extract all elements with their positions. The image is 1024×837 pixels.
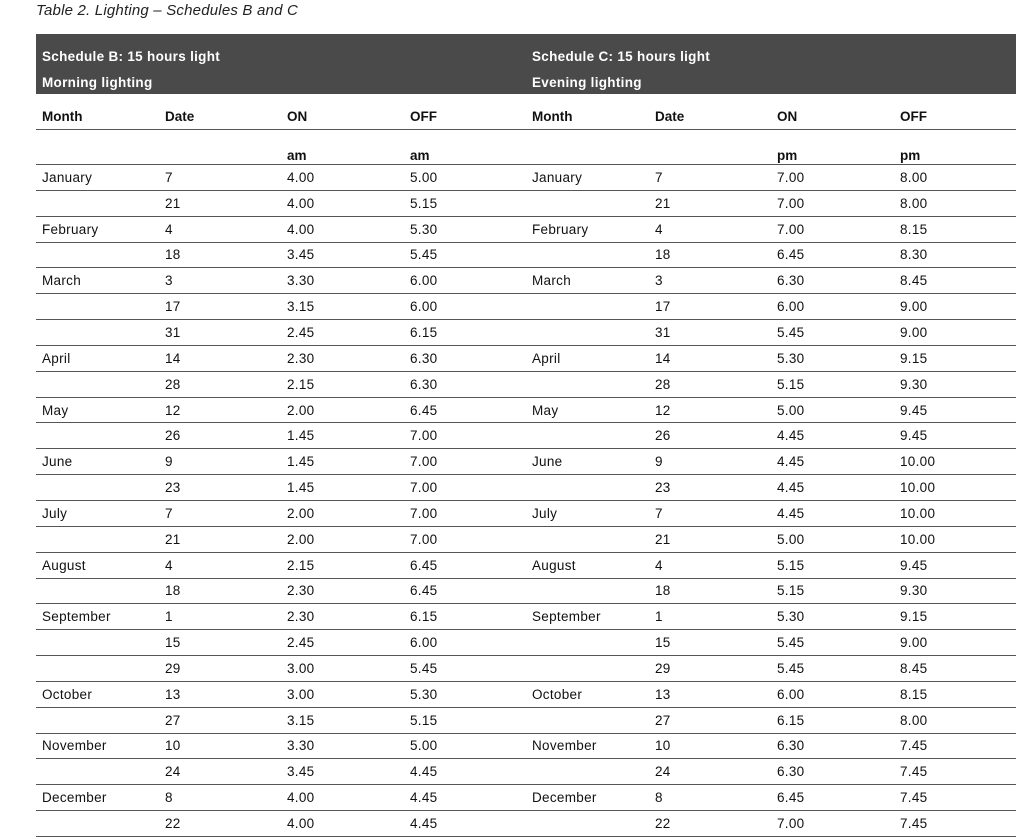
- cell-c-off: 9.45: [894, 423, 1016, 449]
- lighting-schedule-table: [36, 104, 1016, 837]
- schedule-c-subtitle: Evening lighting: [532, 75, 642, 90]
- cell-c-date: 18: [649, 578, 771, 604]
- cell-b-month: [36, 320, 159, 346]
- cell-c-off: 7.45: [894, 759, 1016, 785]
- cell-b-on: 3.15: [281, 707, 404, 733]
- cell-c-on: 6.30: [771, 268, 894, 294]
- unit-b-date: [159, 130, 281, 165]
- cell-c-month: June: [526, 449, 649, 475]
- cell-c-off: 9.15: [894, 345, 1016, 371]
- cell-b-date: 21: [159, 526, 281, 552]
- cell-c-off: 10.00: [894, 449, 1016, 475]
- table-row: [36, 578, 1016, 604]
- table-row: [36, 500, 1016, 526]
- unit-b-month: [36, 130, 159, 165]
- cell-c-on: 5.45: [771, 630, 894, 656]
- cell-c-on: 5.45: [771, 320, 894, 346]
- cell-c-off: 9.15: [894, 604, 1016, 630]
- cell-c-on: 5.45: [771, 656, 894, 682]
- unit-b-on: am: [281, 130, 404, 165]
- cell-b-off: 5.15: [404, 707, 526, 733]
- cell-b-off: 6.45: [404, 397, 526, 423]
- cell-c-month: November: [526, 733, 649, 759]
- cell-c-month: [526, 475, 649, 501]
- cell-b-off: 6.30: [404, 371, 526, 397]
- cell-b-month: [36, 190, 159, 216]
- units-row: [36, 130, 1016, 165]
- cell-c-on: 4.45: [771, 449, 894, 475]
- cell-b-month: [36, 811, 159, 837]
- table-row: [36, 242, 1016, 268]
- cell-b-date: 7: [159, 165, 281, 191]
- cell-c-month: [526, 759, 649, 785]
- column-header-b-month: Month: [36, 104, 159, 130]
- cell-b-date: 22: [159, 811, 281, 837]
- cell-c-month: [526, 371, 649, 397]
- cell-b-off: 4.45: [404, 811, 526, 837]
- cell-c-month: [526, 656, 649, 682]
- cell-c-date: 3: [649, 268, 771, 294]
- cell-c-date: 28: [649, 371, 771, 397]
- cell-c-month: May: [526, 397, 649, 423]
- cell-b-on: 4.00: [281, 165, 404, 191]
- cell-c-off: 7.45: [894, 733, 1016, 759]
- cell-b-on: 3.30: [281, 733, 404, 759]
- cell-b-off: 6.15: [404, 320, 526, 346]
- cell-b-on: 4.00: [281, 216, 404, 242]
- cell-c-on: 6.30: [771, 759, 894, 785]
- cell-c-on: 5.30: [771, 345, 894, 371]
- cell-c-on: 6.00: [771, 294, 894, 320]
- cell-c-date: 23: [649, 475, 771, 501]
- cell-b-on: 2.45: [281, 630, 404, 656]
- cell-c-month: [526, 707, 649, 733]
- cell-c-on: 6.00: [771, 681, 894, 707]
- cell-b-off: 6.45: [404, 552, 526, 578]
- table-row: [36, 681, 1016, 707]
- cell-c-month: March: [526, 268, 649, 294]
- cell-c-date: 1: [649, 604, 771, 630]
- cell-b-date: 17: [159, 294, 281, 320]
- column-header-row: [36, 104, 1016, 130]
- cell-c-month: August: [526, 552, 649, 578]
- cell-c-month: July: [526, 500, 649, 526]
- cell-c-on: 5.00: [771, 526, 894, 552]
- cell-c-on: 6.30: [771, 733, 894, 759]
- cell-c-on: 5.30: [771, 604, 894, 630]
- schedule-b-subtitle: Morning lighting: [42, 75, 153, 90]
- table-row: [36, 475, 1016, 501]
- cell-c-on: 5.15: [771, 552, 894, 578]
- cell-c-month: [526, 811, 649, 837]
- cell-c-on: 6.45: [771, 785, 894, 811]
- cell-c-on: 7.00: [771, 190, 894, 216]
- cell-b-date: 3: [159, 268, 281, 294]
- cell-c-off: 8.00: [894, 707, 1016, 733]
- table-row: [36, 811, 1016, 837]
- table-row: [36, 320, 1016, 346]
- cell-b-month: [36, 371, 159, 397]
- cell-c-off: 9.00: [894, 294, 1016, 320]
- cell-c-on: 5.15: [771, 371, 894, 397]
- table-row: [36, 733, 1016, 759]
- cell-c-off: 9.30: [894, 578, 1016, 604]
- cell-c-off: 10.00: [894, 475, 1016, 501]
- cell-c-off: 7.45: [894, 785, 1016, 811]
- cell-c-month: [526, 294, 649, 320]
- cell-b-on: 3.15: [281, 294, 404, 320]
- cell-b-date: 27: [159, 707, 281, 733]
- cell-b-month: [36, 578, 159, 604]
- cell-b-off: 4.45: [404, 785, 526, 811]
- table-row: [36, 449, 1016, 475]
- column-header-c-date: Date: [649, 104, 771, 130]
- table-row: [36, 759, 1016, 785]
- cell-c-date: 17: [649, 294, 771, 320]
- cell-c-on: 6.15: [771, 707, 894, 733]
- cell-b-off: 7.00: [404, 475, 526, 501]
- cell-c-date: 24: [649, 759, 771, 785]
- cell-c-date: 4: [649, 216, 771, 242]
- cell-b-on: 3.30: [281, 268, 404, 294]
- table-row: [36, 397, 1016, 423]
- unit-b-off: am: [404, 130, 526, 165]
- cell-b-month: February: [36, 216, 159, 242]
- cell-c-month: [526, 630, 649, 656]
- cell-b-off: 6.45: [404, 578, 526, 604]
- cell-c-on: 4.45: [771, 500, 894, 526]
- cell-b-date: 13: [159, 681, 281, 707]
- cell-c-month: [526, 526, 649, 552]
- cell-b-month: October: [36, 681, 159, 707]
- cell-b-off: 6.00: [404, 630, 526, 656]
- cell-b-date: 18: [159, 242, 281, 268]
- cell-b-month: [36, 242, 159, 268]
- cell-c-on: 7.00: [771, 216, 894, 242]
- cell-c-on: 5.15: [771, 578, 894, 604]
- cell-b-date: 14: [159, 345, 281, 371]
- cell-c-on: 6.45: [771, 242, 894, 268]
- schedule-b-title: Schedule B: 15 hours light: [42, 49, 221, 64]
- cell-b-date: 18: [159, 578, 281, 604]
- cell-c-month: December: [526, 785, 649, 811]
- cell-c-date: 15: [649, 630, 771, 656]
- unit-c-date: [649, 130, 771, 165]
- cell-b-month: [36, 423, 159, 449]
- cell-c-date: 9: [649, 449, 771, 475]
- cell-c-date: 21: [649, 526, 771, 552]
- cell-c-off: 9.45: [894, 397, 1016, 423]
- cell-b-date: 21: [159, 190, 281, 216]
- cell-c-month: October: [526, 681, 649, 707]
- cell-b-off: 5.45: [404, 656, 526, 682]
- cell-c-month: February: [526, 216, 649, 242]
- cell-b-off: 5.00: [404, 733, 526, 759]
- cell-b-on: 2.00: [281, 500, 404, 526]
- cell-b-off: 7.00: [404, 449, 526, 475]
- cell-b-off: 5.15: [404, 190, 526, 216]
- cell-c-on: 7.00: [771, 165, 894, 191]
- unit-c-off: pm: [894, 130, 1016, 165]
- cell-c-month: January: [526, 165, 649, 191]
- cell-c-date: 10: [649, 733, 771, 759]
- cell-b-off: 5.30: [404, 681, 526, 707]
- table-row: [36, 707, 1016, 733]
- cell-c-date: 7: [649, 500, 771, 526]
- cell-c-date: 21: [649, 190, 771, 216]
- table-row: [36, 552, 1016, 578]
- cell-b-date: 23: [159, 475, 281, 501]
- cell-b-month: January: [36, 165, 159, 191]
- cell-b-off: 6.00: [404, 294, 526, 320]
- cell-b-date: 29: [159, 656, 281, 682]
- schedule-c-title: Schedule C: 15 hours light: [532, 49, 711, 64]
- cell-b-date: 28: [159, 371, 281, 397]
- table-row: [36, 294, 1016, 320]
- table-row: [36, 371, 1016, 397]
- table-body: [36, 165, 1016, 837]
- column-header-c-on: ON: [771, 104, 894, 130]
- cell-b-month: May: [36, 397, 159, 423]
- cell-b-month: August: [36, 552, 159, 578]
- cell-c-date: 12: [649, 397, 771, 423]
- cell-b-month: September: [36, 604, 159, 630]
- cell-b-date: 15: [159, 630, 281, 656]
- table-row: [36, 604, 1016, 630]
- cell-b-date: 8: [159, 785, 281, 811]
- cell-b-date: 31: [159, 320, 281, 346]
- cell-c-off: 9.00: [894, 630, 1016, 656]
- cell-c-off: 10.00: [894, 500, 1016, 526]
- cell-b-date: 9: [159, 449, 281, 475]
- cell-b-on: 2.00: [281, 526, 404, 552]
- cell-c-off: 9.45: [894, 552, 1016, 578]
- column-header-b-date: Date: [159, 104, 281, 130]
- cell-c-date: 7: [649, 165, 771, 191]
- cell-b-on: 4.00: [281, 785, 404, 811]
- cell-c-off: 8.00: [894, 190, 1016, 216]
- cell-b-month: June: [36, 449, 159, 475]
- cell-b-date: 10: [159, 733, 281, 759]
- cell-c-off: 7.45: [894, 811, 1016, 837]
- cell-b-off: 6.30: [404, 345, 526, 371]
- cell-b-on: 2.30: [281, 604, 404, 630]
- cell-b-on: 2.30: [281, 578, 404, 604]
- cell-b-off: 7.00: [404, 526, 526, 552]
- cell-b-off: 6.15: [404, 604, 526, 630]
- cell-b-date: 26: [159, 423, 281, 449]
- cell-c-on: 4.45: [771, 475, 894, 501]
- table-row: [36, 216, 1016, 242]
- cell-b-on: 4.00: [281, 811, 404, 837]
- cell-b-on: 3.45: [281, 242, 404, 268]
- cell-b-month: March: [36, 268, 159, 294]
- cell-c-off: 8.45: [894, 268, 1016, 294]
- cell-b-on: 3.45: [281, 759, 404, 785]
- cell-c-month: April: [526, 345, 649, 371]
- cell-c-date: 8: [649, 785, 771, 811]
- cell-b-month: December: [36, 785, 159, 811]
- cell-c-off: 9.30: [894, 371, 1016, 397]
- cell-c-off: 8.30: [894, 242, 1016, 268]
- cell-b-date: 1: [159, 604, 281, 630]
- cell-c-off: 8.00: [894, 165, 1016, 191]
- cell-c-off: 10.00: [894, 526, 1016, 552]
- cell-b-off: 4.45: [404, 759, 526, 785]
- cell-b-on: 1.45: [281, 449, 404, 475]
- cell-c-date: 26: [649, 423, 771, 449]
- cell-b-month: April: [36, 345, 159, 371]
- cell-b-on: 2.15: [281, 552, 404, 578]
- cell-c-month: [526, 190, 649, 216]
- cell-b-on: 4.00: [281, 190, 404, 216]
- table-caption: Table 2. Lighting – Schedules B and C: [36, 2, 299, 19]
- cell-b-off: 7.00: [404, 423, 526, 449]
- cell-c-on: 7.00: [771, 811, 894, 837]
- cell-c-month: [526, 423, 649, 449]
- cell-c-off: 8.15: [894, 681, 1016, 707]
- cell-b-off: 5.30: [404, 216, 526, 242]
- table-row: [36, 630, 1016, 656]
- cell-b-on: 1.45: [281, 423, 404, 449]
- cell-c-off: 9.00: [894, 320, 1016, 346]
- cell-c-on: 4.45: [771, 423, 894, 449]
- cell-b-month: [36, 759, 159, 785]
- cell-c-date: 18: [649, 242, 771, 268]
- cell-b-month: [36, 475, 159, 501]
- cell-c-off: 8.45: [894, 656, 1016, 682]
- cell-c-month: September: [526, 604, 649, 630]
- cell-c-date: 31: [649, 320, 771, 346]
- cell-b-on: 2.45: [281, 320, 404, 346]
- unit-c-month: [526, 130, 649, 165]
- cell-b-month: [36, 294, 159, 320]
- cell-b-off: 7.00: [404, 500, 526, 526]
- cell-c-off: 8.15: [894, 216, 1016, 242]
- table-row: [36, 268, 1016, 294]
- table-row: [36, 345, 1016, 371]
- cell-c-date: 22: [649, 811, 771, 837]
- cell-c-month: [526, 320, 649, 346]
- column-header-b-off: OFF: [404, 104, 526, 130]
- cell-b-off: 5.45: [404, 242, 526, 268]
- cell-b-date: 24: [159, 759, 281, 785]
- column-header-c-month: Month: [526, 104, 649, 130]
- cell-b-on: 3.00: [281, 681, 404, 707]
- cell-b-on: 3.00: [281, 656, 404, 682]
- table-row: [36, 190, 1016, 216]
- cell-c-date: 14: [649, 345, 771, 371]
- table-row: [36, 526, 1016, 552]
- cell-c-on: 5.00: [771, 397, 894, 423]
- cell-b-month: November: [36, 733, 159, 759]
- cell-b-off: 6.00: [404, 268, 526, 294]
- table-row: [36, 423, 1016, 449]
- table-row: [36, 656, 1016, 682]
- cell-b-off: 5.00: [404, 165, 526, 191]
- unit-c-on: pm: [771, 130, 894, 165]
- cell-c-month: [526, 242, 649, 268]
- cell-b-date: 7: [159, 500, 281, 526]
- cell-c-date: 29: [649, 656, 771, 682]
- cell-c-date: 13: [649, 681, 771, 707]
- schedule-header-banner: [36, 34, 1016, 94]
- cell-b-date: 12: [159, 397, 281, 423]
- table-row: [36, 785, 1016, 811]
- table-row: [36, 165, 1016, 191]
- cell-c-month: [526, 578, 649, 604]
- cell-c-date: 27: [649, 707, 771, 733]
- cell-b-month: [36, 526, 159, 552]
- cell-c-date: 4: [649, 552, 771, 578]
- cell-b-on: 2.30: [281, 345, 404, 371]
- cell-b-on: 2.00: [281, 397, 404, 423]
- cell-b-date: 4: [159, 552, 281, 578]
- cell-b-month: [36, 656, 159, 682]
- cell-b-date: 4: [159, 216, 281, 242]
- column-header-c-off: OFF: [894, 104, 1016, 130]
- cell-b-month: [36, 630, 159, 656]
- cell-b-month: July: [36, 500, 159, 526]
- cell-b-on: 1.45: [281, 475, 404, 501]
- cell-b-on: 2.15: [281, 371, 404, 397]
- column-header-b-on: ON: [281, 104, 404, 130]
- cell-b-month: [36, 707, 159, 733]
